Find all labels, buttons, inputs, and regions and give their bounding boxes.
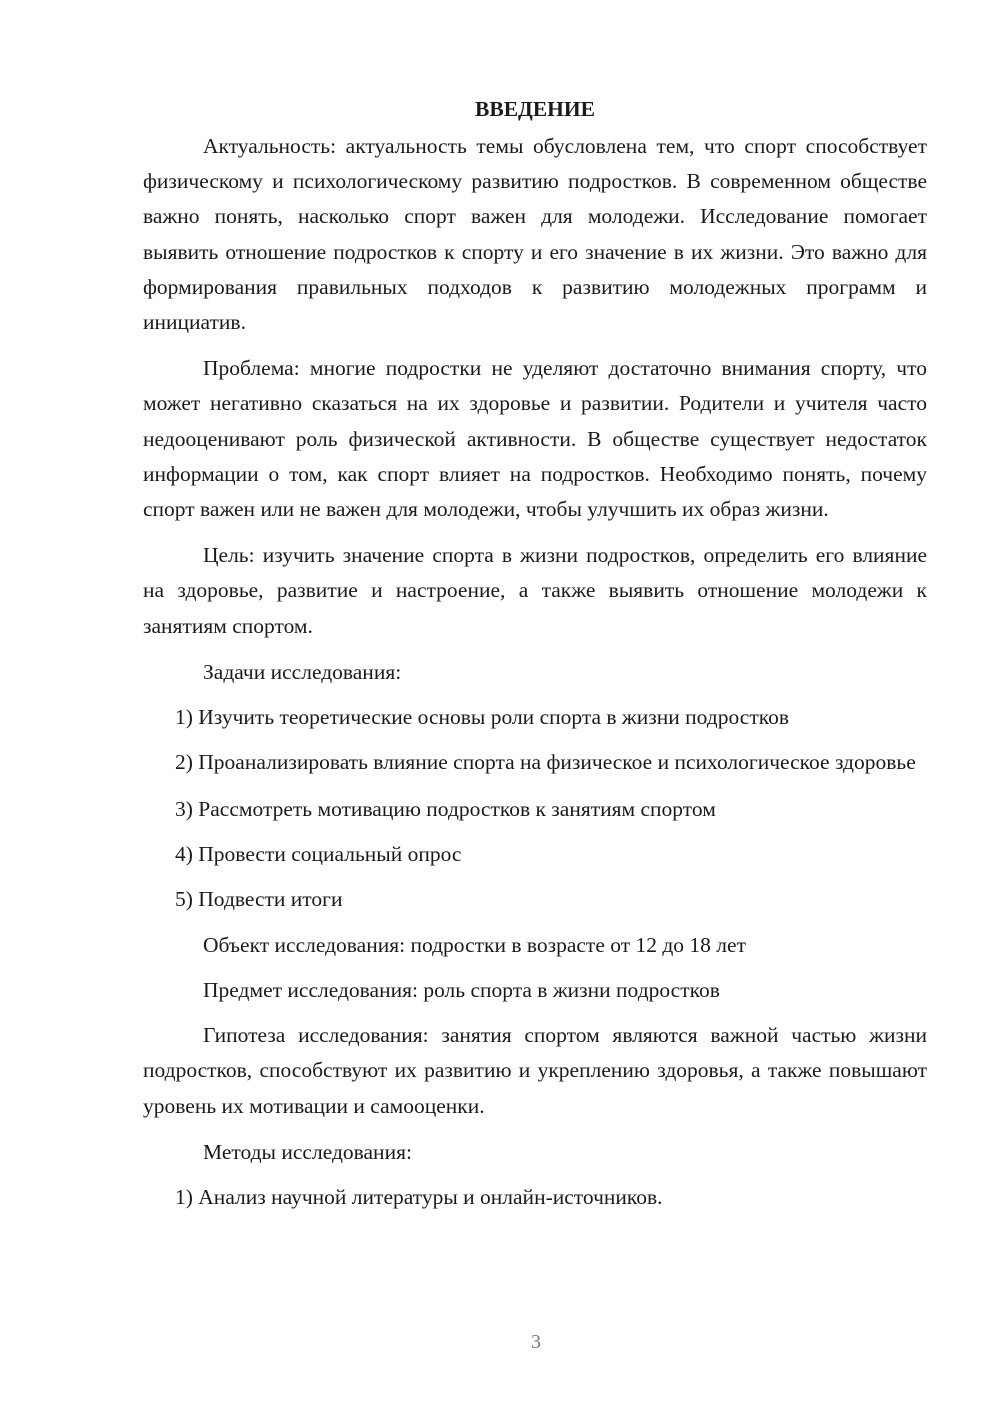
task-item: 1) Изучить теоретические основы роли спорта в жизни подростков: [175, 705, 789, 730]
subject-paragraph: Предмет исследования: роль спорта в жизни подростков: [203, 977, 720, 1002]
goal-paragraph: Цель: изучить значение спорта в жизни подростков, определить его влияние на здоровье, развитие и настроение, а также выявить отношение молодежи к занятиям спортом.: [143, 543, 927, 638]
hypothesis-paragraph: Гипотеза исследования: занятия спортом являются важной частью жизни подростков, способствуют их развитию и укреплению здоровья, а также повышают уровень их мотивации и самооценки.: [143, 1023, 927, 1118]
task-item: 5) Подвести итоги: [175, 887, 343, 912]
task-item: 3) Рассмотреть мотивацию подростков к занятиям спортом: [175, 796, 716, 821]
object-paragraph: Объект исследования: подростки в возрасте от 12 до 18 лет: [203, 932, 746, 957]
tasks-title: Задачи исследования:: [203, 659, 402, 684]
problem-paragraph: Проблема: многие подростки не уделяют достаточно внимания спорту, что может негативно сказаться на их здоровье и развитии. Родители и учителя часто недооценивают роль физической активности. В обществе существует недостаток информации о том, как спорт влияет на подростков. Необходимо понять, почему спорт важен или не важен для молодежи, чтобы улучшить их образ жизни.: [143, 356, 927, 522]
page-number: 3: [531, 1331, 541, 1353]
task-item: 2) Проанализировать влияние спорта на физическое и психологическое здоровье: [175, 750, 916, 775]
page-title: ВВЕДЕНИЕ: [475, 97, 595, 121]
relevance-paragraph: Актуальность: актуальность темы обусловлена тем, что спорт способствует физическому и психологическому развитию подростков. В современном обществе важно понять, насколько спорт важен для молодежи. Исследование помогает выявить отношение подростков к спорту и его значение в их жизни. Это важно для формирования правильных подходов к развитию молодежных программ и инициатив.: [143, 134, 927, 335]
document-body: [143, 92, 927, 1225]
task-item: 4) Провести социальный опрос: [175, 841, 462, 866]
method-item: 1) Анализ научной литературы и онлайн-источников.: [175, 1185, 663, 1210]
methods-title: Методы исследования:: [203, 1139, 412, 1164]
